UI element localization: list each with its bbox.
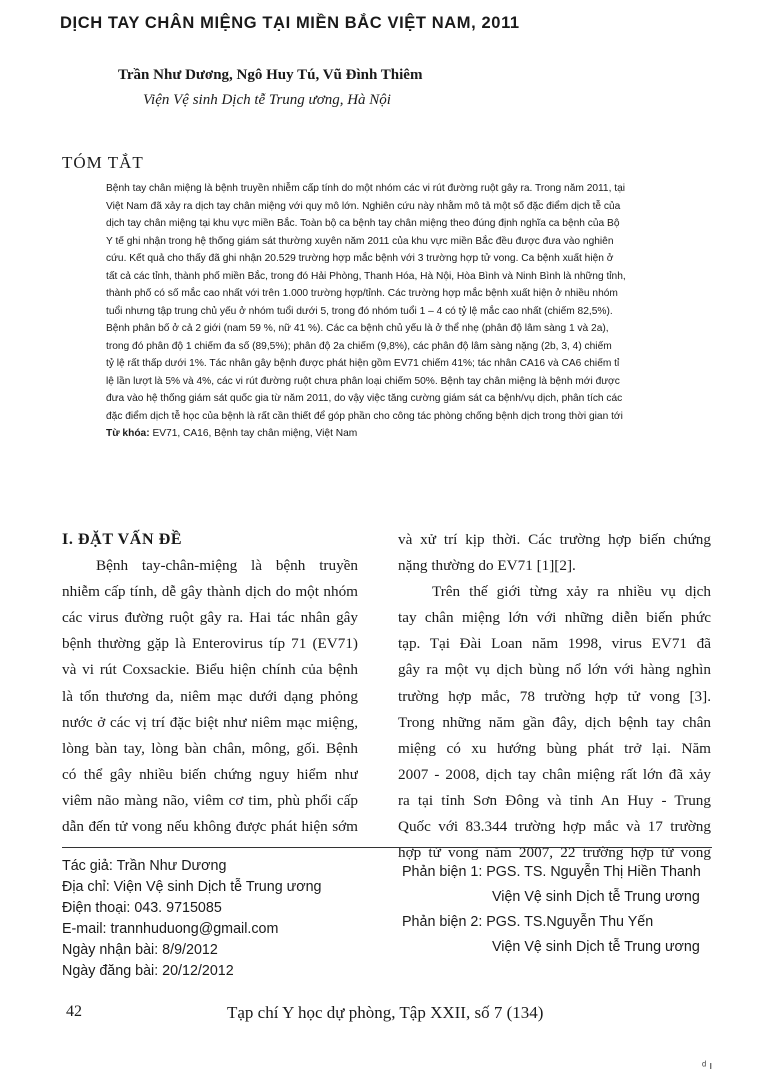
keywords-line [106,425,718,443]
author-list: Trần Như Dương, Ngô Huy Tú, Vũ Đình Thiêm [118,67,423,83]
body-line: nặng thường do EV71 [1][2]. [398,557,576,575]
body-line: bệnh thường gặp là Enterovirus típ 71 (EV71) [62,635,358,653]
abstract-line: đặc điểm dịch tễ học của bệnh là rất cần thiết để góp phần cho công tác phòng chống bệnh dịch trong thời gian tới [106,410,623,422]
body-line: tay chân miệng lớn với những diễn biến phức [398,609,711,627]
scan-mark: ᵈ ı [702,1060,713,1072]
author-email: E-mail: trannhuduong@gmail.com [62,921,279,937]
abstract-line: tất cả các tỉnh, thành phố miền Bắc, trong đó Hải Phòng, Thanh Hóa, Hà Nội, Hòa Bình và Ninh Bình là những tỉnh, [106,270,626,282]
page-number: 42 [66,1003,82,1020]
body-line: tạp. Tại Đài Loan năm 1998, virus EV71 đã [398,635,711,653]
body-line: là tổn thương da, niêm mạc dưới dạng phỏng [62,687,358,705]
abstract-line: Y tế ghi nhận trong hệ thống giám sát thường xuyên năm 2011 của khu vực miền Bắc đều được đưa vào nghiên [106,235,614,247]
body-line: trường hợp mắc, 78 trường hợp tử vong [3]. [398,687,711,705]
body-line: hợp tử vong năm 2007, 22 trường hợp tử vong [398,844,711,862]
abstract-line: trong đó phân độ 1 chiếm đa số (89,5%); phân độ 2a chiếm (9,8%), các phân độ lâm sàng nặng (2b, 3, 4) chiếm [106,340,612,352]
abstract-line: tỷ lệ rất thấp dưới 1%. Tác nhân gây bệnh được phát hiện gồm EV71 chiếm 41%; tác nhân CA16 và CA6 chiếm tỉ [106,358,620,369]
abstract-line: cứu. Kết quả cho thấy đã ghi nhận 20.529 trường hợp mắc bệnh với 3 trường hợp tử vong. Ca bệnh xuất hiện ở [106,253,614,264]
published-date: Ngày đăng bài: 20/12/2012 [62,963,234,979]
reviewer-block [402,860,701,960]
section-heading: I. ĐẶT VẤN ĐỀ [62,531,183,548]
abstract-line: dịch tay chân miệng tại khu vực miền Bắc. Toàn bộ ca bệnh tay chân miệng theo đúng định nghĩa ca bệnh của Bộ [106,218,620,229]
body-line: Trên thế giới từng xảy ra nhiều vụ dịch [432,583,711,601]
received-date: Ngày nhận bài: 8/9/2012 [62,942,218,958]
body-line: nước ở các vị trí đặc biệt như niêm mạc miệng, [62,713,358,731]
body-line: gây ra một vụ dịch bùng nổ lớn với hàng nghìn [398,661,711,679]
author-phone: Điện thoại: 043. 9715085 [62,900,222,916]
abstract-line: Việt Nam đã xảy ra dịch tay chân miệng với quy mô lớn. Nghiên cứu này nhằm mô tả một số đặc điểm dịch tễ của [106,200,621,212]
body-line: nhiễm cấp tính, dễ gây thành dịch do một nhóm [62,583,358,601]
body-line: miệng có xu hướng bùng phát trở lại. Năm [398,739,711,757]
body-line: ra tại tỉnh Sơn Đông và tỉnh An Huy - Trung [398,791,711,809]
author-address: Địa chỉ: Viện Vệ sinh Dịch tễ Trung ương [62,879,322,895]
body-column-left [62,527,358,840]
footnote-divider [62,847,712,848]
body-line: Trong những năm gần đây, dịch bệnh tay chân [398,713,711,731]
paper-title: DỊCH TAY CHÂN MIỆNG TẠI MIỀN BẮC VIỆT NAM, 2011 [60,14,520,32]
body-line: có thể gây nhiều biến chứng nguy hiểm như [62,765,358,783]
abstract-line: đưa vào hệ thống giám sát quốc gia từ năm 2011, do vậy việc tăng cường giám sát ca bệnh/vụ dịch, phân tích các [106,393,623,404]
abstract-line: tuổi nhưng tập trung chủ yếu ở nhóm tuổi dưới 5, trong đó nhóm tuổi 1 – 4 có tỷ lệ mắc cao nhất (chiếm 82,5%). [106,305,613,317]
body-line: dẫn đến tử vong nếu không được phát hiện sớm [62,818,358,836]
reviewer-1-affiliation: Viện Vệ sinh Dịch tễ Trung ương [492,889,700,905]
body-line: Quốc với 83.344 trường hợp mắc và 17 trường [398,818,711,836]
body-line: 2007 - 2008, dịch tay chân miệng rất lớn đã xảy [398,765,711,783]
body-line: và xử trí kịp thời. Các trường hợp biến chứng [398,531,711,548]
body-column-right [398,527,711,866]
body-line: các virus đường ruột gây ra. Hai tác nhân gây [62,609,358,627]
abstract-line: Bệnh tay chân miệng là bệnh truyền nhiễm cấp tính do một nhóm các vi rút đường ruột gây ra. Trong năm 2011, tại [106,183,626,194]
reviewer-2-affiliation: Viện Vệ sinh Dịch tễ Trung ương [492,939,700,955]
body-line: viêm não màng não, viêm cơ tim, phù phổi cấp [62,791,358,809]
author-contact-block [62,856,321,982]
reviewer-1: Phản biện 1: PGS. TS. Nguyễn Thị Hiền Thanh [402,864,701,880]
keywords-label: Từ khóa: [106,428,150,439]
body-line: và vi rút Coxsackie. Biểu hiện chính của bệnh [62,661,358,679]
keywords: EV71, CA16, Bệnh tay chân miệng, Việt Nam [149,428,358,439]
abstract-line: Bệnh phân bố ở cả 2 giới (nam 59 %, nữ 41 %). Các ca bệnh chủ yếu là ở thể nhẹ (phân độ lâm sàng 1 và 2a), [106,323,609,334]
reviewer-2: Phản biện 2: PGS. TS.Nguyễn Thu Yến [402,914,654,930]
abstract-line: thành phố có số mắc cao nhất với trên 1.000 trường hợp/tỉnh. Các trường hợp mắc bệnh xuất hiện ở nhiều nhóm [106,288,618,299]
affiliation: Viện Vệ sinh Dịch tễ Trung ương, Hà Nội [143,92,391,108]
journal-citation: Tạp chí Y học dự phòng, Tập XXII, số 7 (134) [227,1003,544,1022]
body-line: lòng bàn tay, lòng bàn chân, mông, gối. Bệnh [62,739,358,757]
corresponding-author: Tác giả: Trần Như Dương [62,858,227,874]
abstract-heading: TÓM TẮT [62,153,144,172]
body-line: Bệnh tay-chân-miệng là bệnh truyền [96,557,358,575]
abstract-body [106,180,718,443]
abstract-line: lệ lần lượt là 5% và 4%, các vi rút đường ruột chưa phân loại chiếm 50%. Bệnh tay chân miệng là bệnh mới được [106,375,620,387]
